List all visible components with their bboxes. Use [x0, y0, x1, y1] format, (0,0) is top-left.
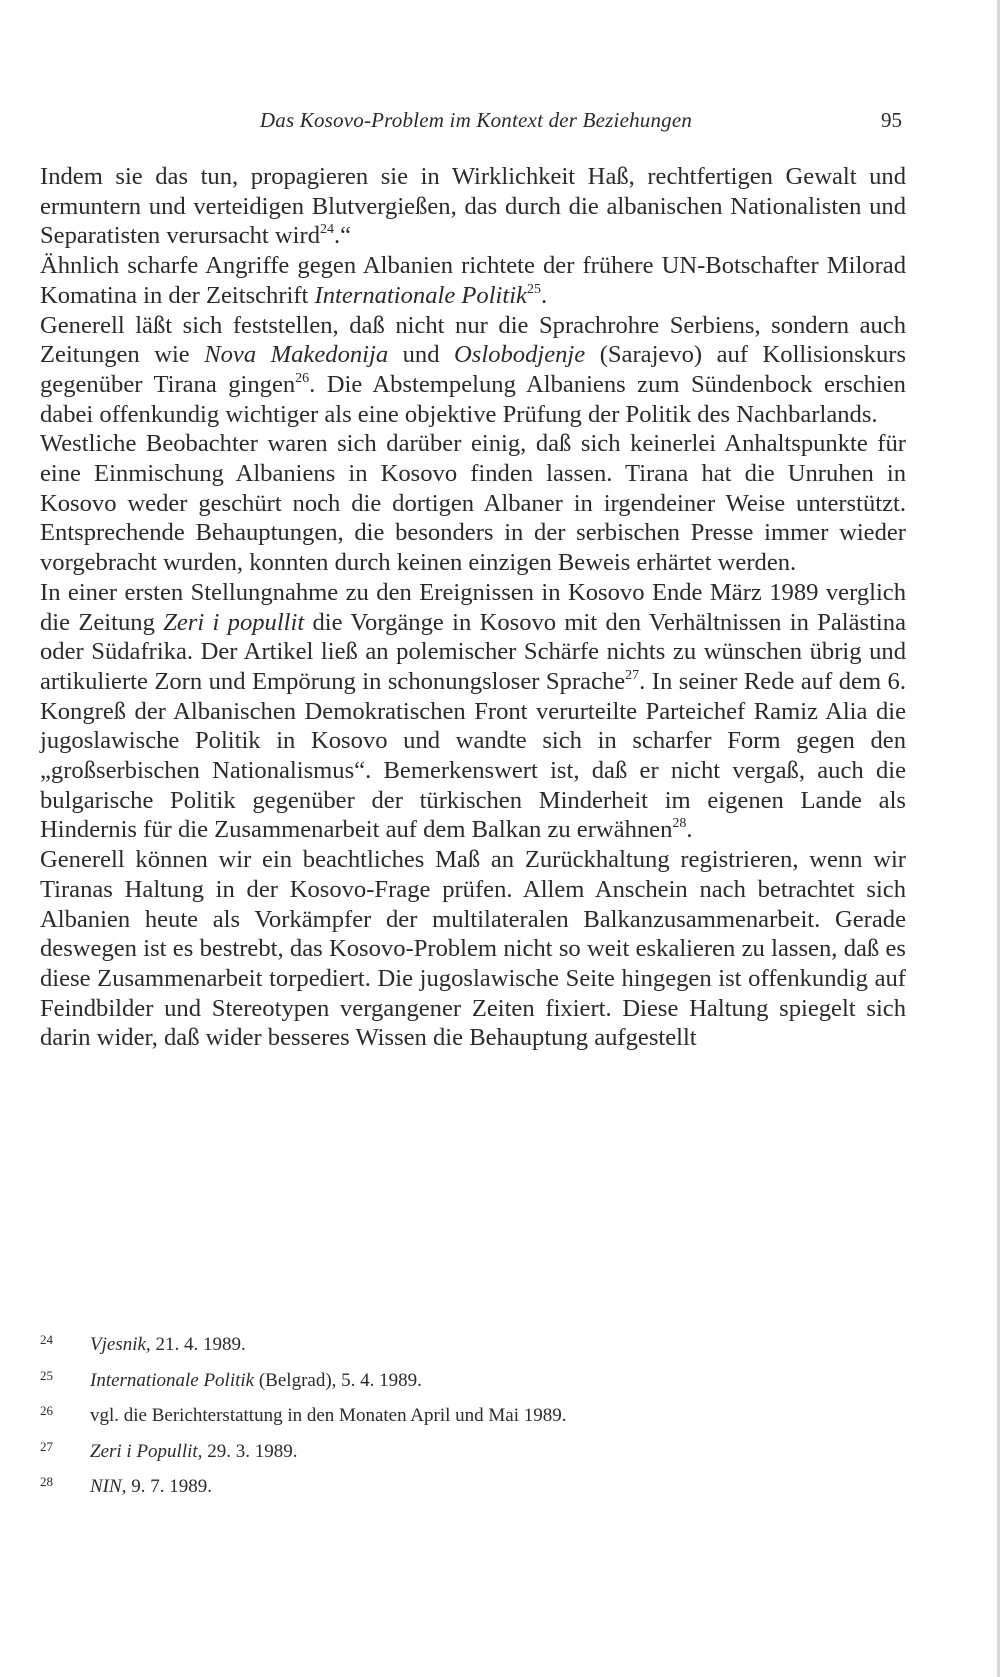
text-run: Generell können wir ein beachtliches Maß an Zurückhaltung registrieren, wenn wir Tiranas Haltung in der Kosovo-Frage prüfen. Allem Anschein nach betrachtet sich Albanien heute als Vorkämpfer der multilateralen Balkanzusammenarbeit. Gerade deswegen ist es bestrebt, das Kosovo-Problem nicht so weit eskalieren zu lassen, daß es diese Zusammenarbeit torpediert. Die jugoslawische Seite hingegen ist offenkundig auf Feindbilder und Stereotypen vergangener Zeiten fixiert. Diese Haltung spiegelt sich darin wider, daß wider besseres Wissen die Behauptung aufgestellt [40, 846, 906, 1052]
body-text [40, 162, 906, 1053]
footnote-number: 26 [40, 1403, 53, 1418]
text-run: 29. 3. 1989. [202, 1440, 298, 1462]
paragraph [40, 311, 906, 430]
text-run: In einer ersten Stellungnahme zu den Ereignissen in Kosovo Ende März 1989 verglich die Zeitung [40, 578, 906, 636]
footnote-number: 28 [40, 1474, 53, 1489]
page-number: 95 [881, 108, 902, 132]
footnote [40, 1467, 906, 1503]
italic-text: NIN, [90, 1476, 127, 1497]
text-run: . Die Abstempelung Albaniens zum Sündenbock erschien dabei offenkundig wichtiger als eine objektive Prüfung der Politik des Nachbarlands. [40, 370, 906, 428]
footnote-reference: 26 [295, 370, 310, 386]
italic-text: Nova Makedonija [204, 341, 389, 369]
text-run: vgl. die Berichterstattung in den Monaten April und Mai 1989. [90, 1405, 567, 1426]
paragraph [40, 429, 906, 578]
text-run: 9. 7. 1989. [126, 1476, 212, 1497]
italic-text: Vjesnik, [90, 1334, 151, 1355]
footnote-reference: 25 [526, 281, 541, 297]
footnotes [40, 1325, 906, 1503]
footnote [40, 1361, 906, 1397]
italic-text: Internationale Politik [314, 281, 527, 309]
text-run: (Sarajevo) auf Kollisionskurs gegenüber Tirana gingen [40, 341, 907, 398]
footnote-reference: 27 [625, 667, 640, 683]
italic-text: Zeri i popullit [163, 608, 305, 636]
text-run: Westliche Beobachter waren sich darüber einig, daß sich keinerlei Anhaltspunkte für eine Einmischung Albaniens in Kosovo finden lassen. Tirana hat die Unruhen in Kosovo weder geschürt noch die dortigen Albaner in irgendeiner Weise unterstützt. Entsprechende Behauptungen, die besonders in der serbischen Presse immer wieder vorgebracht wurden, konnten durch keinen einzigen Beweis erhärtet werden. [40, 430, 906, 577]
text-run: und [388, 341, 455, 369]
footnote [40, 1432, 906, 1468]
text-run: . [686, 816, 693, 844]
running-title: Das Kosovo-Problem im Kontext der Beziehungen [259, 108, 693, 132]
italic-text: Zeri i Popullit, [90, 1440, 203, 1462]
footnote-reference: 28 [672, 816, 687, 832]
footnote [40, 1325, 906, 1361]
text-run: . [540, 281, 548, 309]
text-run: . In seiner Rede auf dem 6. Kongreß der Albanischen Demokratischen Front verurteilte Parteichef Ramiz Alia die jugoslawische Politik in Kosovo und wandte sich in scharfer Form gegen den „großserbischen Nationalismus“. Bemerkenswert ist, daß er nicht vergaß, auch die bulgarische Politik gegenüber der türkischen Minderheit im eigenen Lande als Hindernis für die Zusammenarbeit auf dem Balkan zu erwähnen [40, 667, 906, 844]
paragraph [40, 845, 906, 1053]
text-run: Ähnlich scharfe Angriffe gegen Albanien richtete der frühere UN-Botschafter Milorad Komatina in der Zeitschrift [40, 252, 906, 309]
paragraph [40, 251, 906, 310]
page-header [40, 108, 912, 138]
text-run: Indem sie das tun, propagieren sie in Wirklichkeit Haß, rechtfertigen Gewalt und ermuntern und verteidigen Blutvergießen, das durch die albanischen Nationalisten und Separatisten verursacht wird [40, 163, 906, 250]
text-run: die Vorgänge in Kosovo mit den Verhältnissen in Palästina oder Südafrika. Der Artikel ließ an polemischer Schärfe nichts zu wünschen übrig und artikulierte Zorn und Empörung in schonungsloser Sprache [40, 608, 906, 695]
italic-text: Internationale Politik [90, 1369, 255, 1391]
text-run: Generell läßt sich feststellen, daß nicht nur die Sprachrohre Serbiens, sondern auch Zeitungen wie [40, 311, 906, 369]
text-run: .“ [334, 222, 352, 250]
text-run: 21. 4. 1989. [150, 1334, 246, 1355]
paragraph [40, 162, 906, 251]
footnote-number: 27 [40, 1438, 53, 1454]
paragraph [40, 578, 906, 845]
footnote-number: 25 [40, 1367, 53, 1383]
italic-text: Oslobodjenje [454, 341, 586, 369]
footnote-reference: 24 [320, 222, 334, 238]
footnote-number: 24 [40, 1332, 53, 1347]
text-run: (Belgrad), 5. 4. 1989. [254, 1369, 422, 1391]
footnote [40, 1396, 906, 1432]
